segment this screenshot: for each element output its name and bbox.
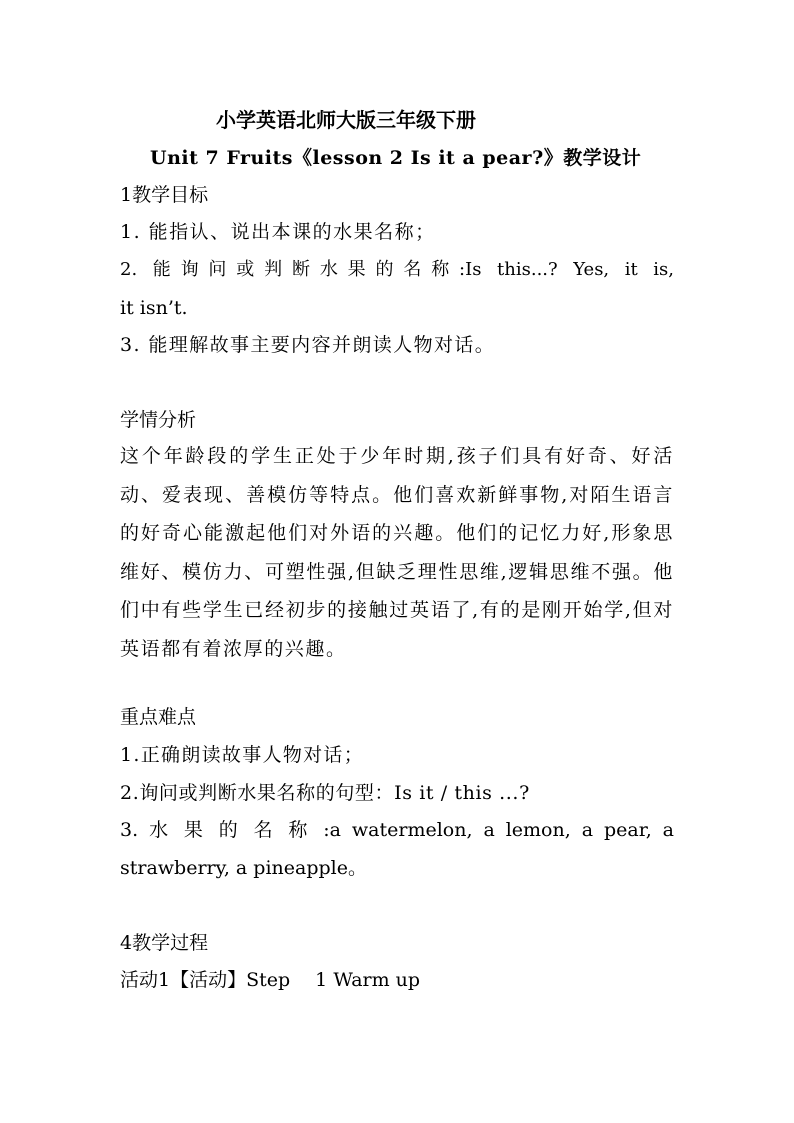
goal-item-2-continued: it isn’t. xyxy=(120,297,188,319)
analysis-paragraph: 这个年龄段的学生正处于少年时期,孩子们具有好奇、好活动、爱表现、善模仿等特点。他们喜欢新鲜事物,对陌生语言的好奇心能激起他们对外语的兴趣。他们的记忆力好,形象思维好、模仿力、可塑性强,但缺乏理性思维,逻辑思维不强。他们中有些学生已经初步的接触过英语了,有的是刚开始学,但对英语都有着浓厚的兴趣。 xyxy=(120,445,674,660)
document-subtitle: Unit 7 Fruits《lesson 2 Is it a pear?》教学设计 xyxy=(150,147,642,169)
key-point-item-1: 1.正确朗读故事人物对话； xyxy=(120,744,365,766)
goal-item-3: 3. 能理解故事主要内容并朗读人物对话。 xyxy=(120,334,496,356)
goal-item-2: 2. 能询问或判断水果的名称:Is this...? Yes, it is, xyxy=(120,259,674,280)
key-point-item-2: 2.询问或判断水果名称的句型：Is it / this ...? xyxy=(120,782,530,804)
key-point-item-3: 3. 水 果 的 名 称 :a watermelon, a lemon, a pear, a xyxy=(120,819,674,841)
process-heading: 4教学过程 xyxy=(120,932,209,954)
goal-item-1: 1. 能指认、说出本课的水果名称； xyxy=(120,221,436,243)
key-point-item-3-continued: strawberry, a pineapple。 xyxy=(120,857,367,879)
document-title: 小学英语北师大版三年级下册 xyxy=(216,108,476,132)
analysis-heading: 学情分析 xyxy=(120,409,197,431)
key-points-heading: 重点难点 xyxy=(120,706,197,728)
goals-heading: 1教学目标 xyxy=(120,184,209,206)
process-activity-1: 活动1【活动】Step 1 Warm up xyxy=(120,969,421,991)
